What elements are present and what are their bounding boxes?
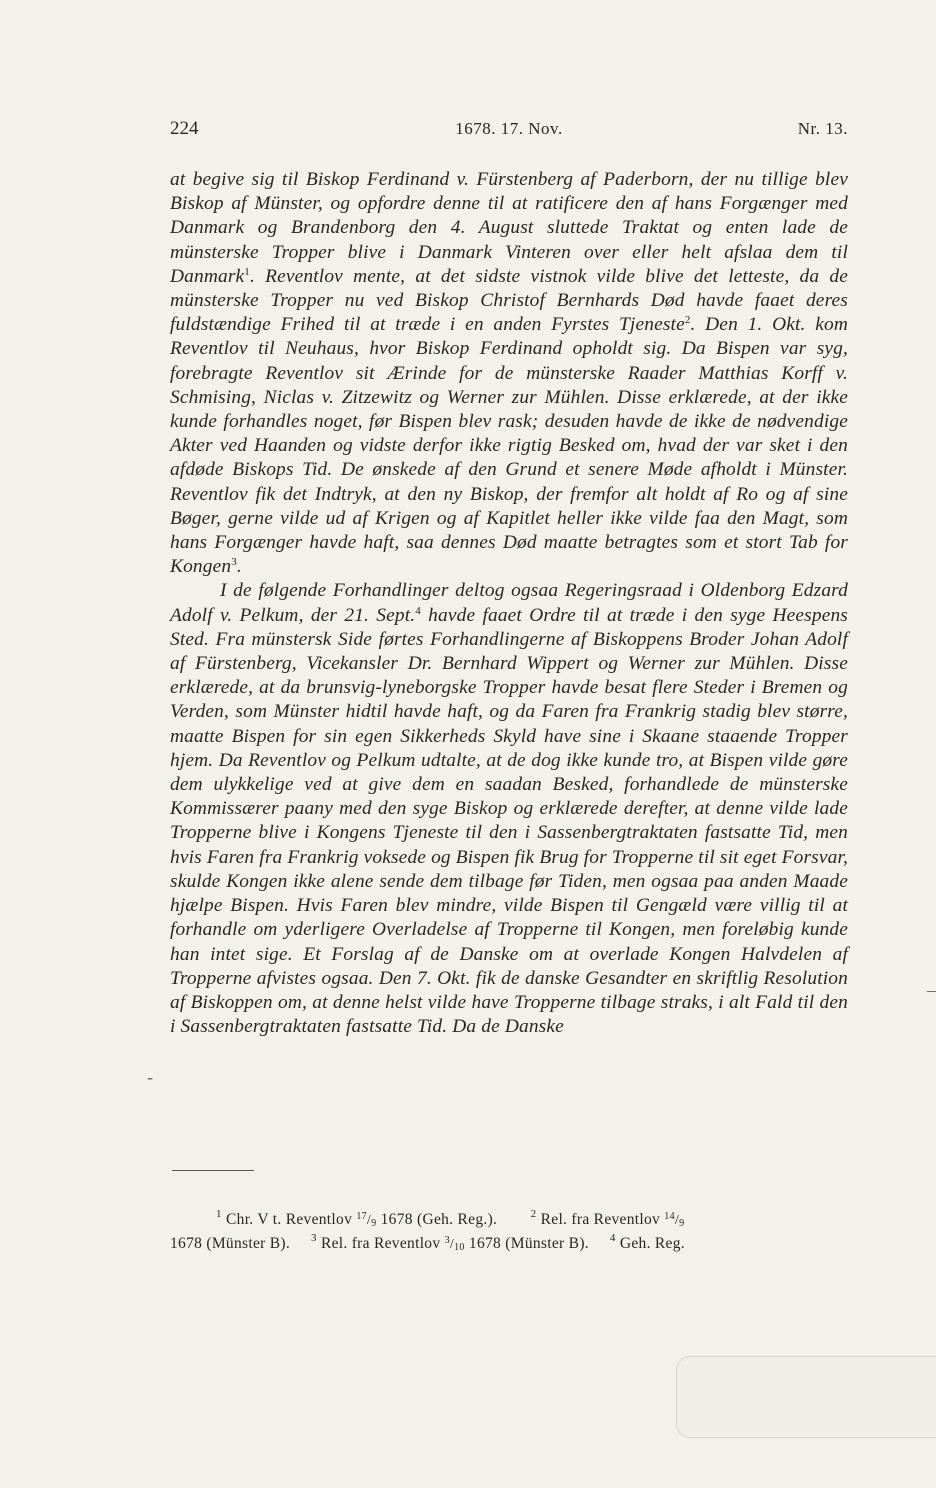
footnote-mark-4: 4: [609, 1232, 616, 1244]
footnote-line-2: 1678 (Münster B). $^3$ Rel. fra Reventlov $^3$/10 1678 (Münster B). $^4$ Geh. Reg.: [170, 1232, 685, 1253]
page-edge-tab: [676, 1356, 936, 1438]
paragraph: [170, 579, 848, 1039]
footnote-mark-1: 1: [216, 1208, 222, 1220]
margin-mark-left: -: [147, 1067, 153, 1087]
text-run: .: [236, 556, 242, 578]
footnote-2-date: $^{14}$/9: [664, 1211, 685, 1229]
footnote-reference: 3: [231, 556, 237, 569]
text-run: havde faaet Ordre til at træde i den syge Heespens Sted. Fra münstersk Side førtes Forhandlingerne af Biskoppens Broder Johan Adolf af Fürstenberg, Vicekansler Dr. Bernhard Wippert og Werner zur Mühlen. Disse erklærede, at da brunsvig-lyneborgske Tropper havde besat flere Steder i Bremen og Verden, som Münster hidtil havde haft, og da Faren fra Frankrig stadig blev større, maatte Bispen for sin egen Sikkerheds Skyld have sine i Skaane staaende Tropper hjem. Da Reventlov og Pelkum udtalte, at de dog ikke kunde tro, at Bispen vilde gøre dem ulykkelige ved at give dem en saadan Besked, forhandlede de münsterske Kommissærer paany med den syge Biskop og erklærede derefter, at denne vilde lade Tropperne blive i Kongens Tjeneste til den i Sassenbergtraktaten fastsatte Tid, men hvis Faren fra Frankrig voksede og Bispen fik Brug for Tropperne til sit eget Forsvar, skulde Kongen ikke alene sende dem tilbage før Tiden, men ogsaa paa anden Maade hjælpe Bispen. Hvis Faren blev mindre, vilde Bispen til Gengæld være villig til at forhandle om yderligere Overladelse af Tropperne til Kongen, men foreløbig kunde han intet sige. Et Forslag af de Danske om at overlade Kongen Halvdelen af Tropperne afvistes ogsaa. Den 7. Okt. fik de danske Gesandter en skriftlig Resolution af Biskoppen om, at denne helst vilde have Tropperne tilbage straks, i alt Fald til den i Sassenbergtraktaten fastsatte Tid. Da de Danske: [170, 604, 848, 1038]
footnotes: [170, 1208, 848, 1256]
footnote-mark-2: 2: [530, 1208, 537, 1220]
header-date: 1678. 17. Nov.: [455, 119, 563, 138]
footnote-mark-3: 3: [310, 1232, 317, 1244]
footnote-rule: [172, 1170, 254, 1171]
footnote-reference: 4: [415, 604, 421, 617]
text-run: . Den 1. Okt. kom Reventlov til Neuhaus, hvor Biskop Ferdinand opholdt sig. Da Bispen var syg, forebragte Reventlov sit Ærinde for de münsterske Raader Matthias Korff v. Schmising, Niclas v. Zitzewitz og Werner zur Mühlen. Disse erklærede, at der ikke kunde forhandles noget, før Bispen blev rask; desuden havde de ikke de nødvendige Akter ved Haanden og vidste derfor ikke rigtig Besked om, hvad der var sket i den afdøde Biskops Tid. De ønskede af den Grund et senere Møde afholdt i Münster. Reventlov fik det Indtryk, at den ny Biskop, der fremfor alt holdt af Ro og af sine Bøger, gerne vilde ud af Krigen og af Kapitlet heller ikke vilde faa den Magt, som hans Forgænger havde haft, saa dennes Død maatte betragtes som et stort Tab for Kongen: [170, 314, 848, 578]
footnote-line-1: $^1$ Chr. V t. Reventlov $^{17}$/9 1678 (Geh. Reg.). $^2$ Rel. fra Reventlov $^{14}$/9: [216, 1208, 685, 1229]
footnote-reference: 1: [244, 265, 250, 278]
text-run: . Reventlov mente, at det sidste vistnok vilde blive det letteste, da de münsterske Tropper nu ved Biskop Christof Bernhards Død havde faaet deres fuldstændige Frihed til at træde i en anden Fyrstes Tjeneste: [170, 265, 848, 336]
running-header: [170, 118, 848, 142]
footnote-2: Rel. fra Reventlov: [540, 1211, 661, 1228]
paragraph: [170, 168, 848, 579]
footnote-4: Geh. Reg.: [619, 1235, 685, 1252]
body-text: [170, 168, 848, 1039]
page-number: 224: [170, 118, 199, 139]
footnote-reference: 2: [684, 314, 691, 327]
text-run: at begive sig til Biskop Ferdinand v. Fürstenberg af Paderborn, der nu tillige blev Biskop af Münster, og opfordre denne til at ratificere den af hans Forgænger med Danmark og Brandenborg den 4. August sluttede Traktat og enten lade de münsterske Tropper blive i Danmark Vinteren over eller helt afslaa dem til Danmark: [170, 169, 848, 287]
text-run: I de følgende Forhandlinger deltog ogsaa Regeringsraad i Oldenborg Edzard Adolf v. Pelkum, der 21. Sept.: [170, 580, 848, 626]
document-number: Nr. 13.: [797, 119, 848, 138]
footnote-1-date: $^{17}$/9: [356, 1211, 377, 1229]
footnote-3: Rel. fra Reventlov: [320, 1235, 441, 1252]
footnote-1: Chr. V t. Reventlov: [226, 1211, 353, 1228]
margin-mark-right: –: [927, 980, 936, 1000]
footnote-3-date: $^3$/10: [444, 1235, 465, 1253]
